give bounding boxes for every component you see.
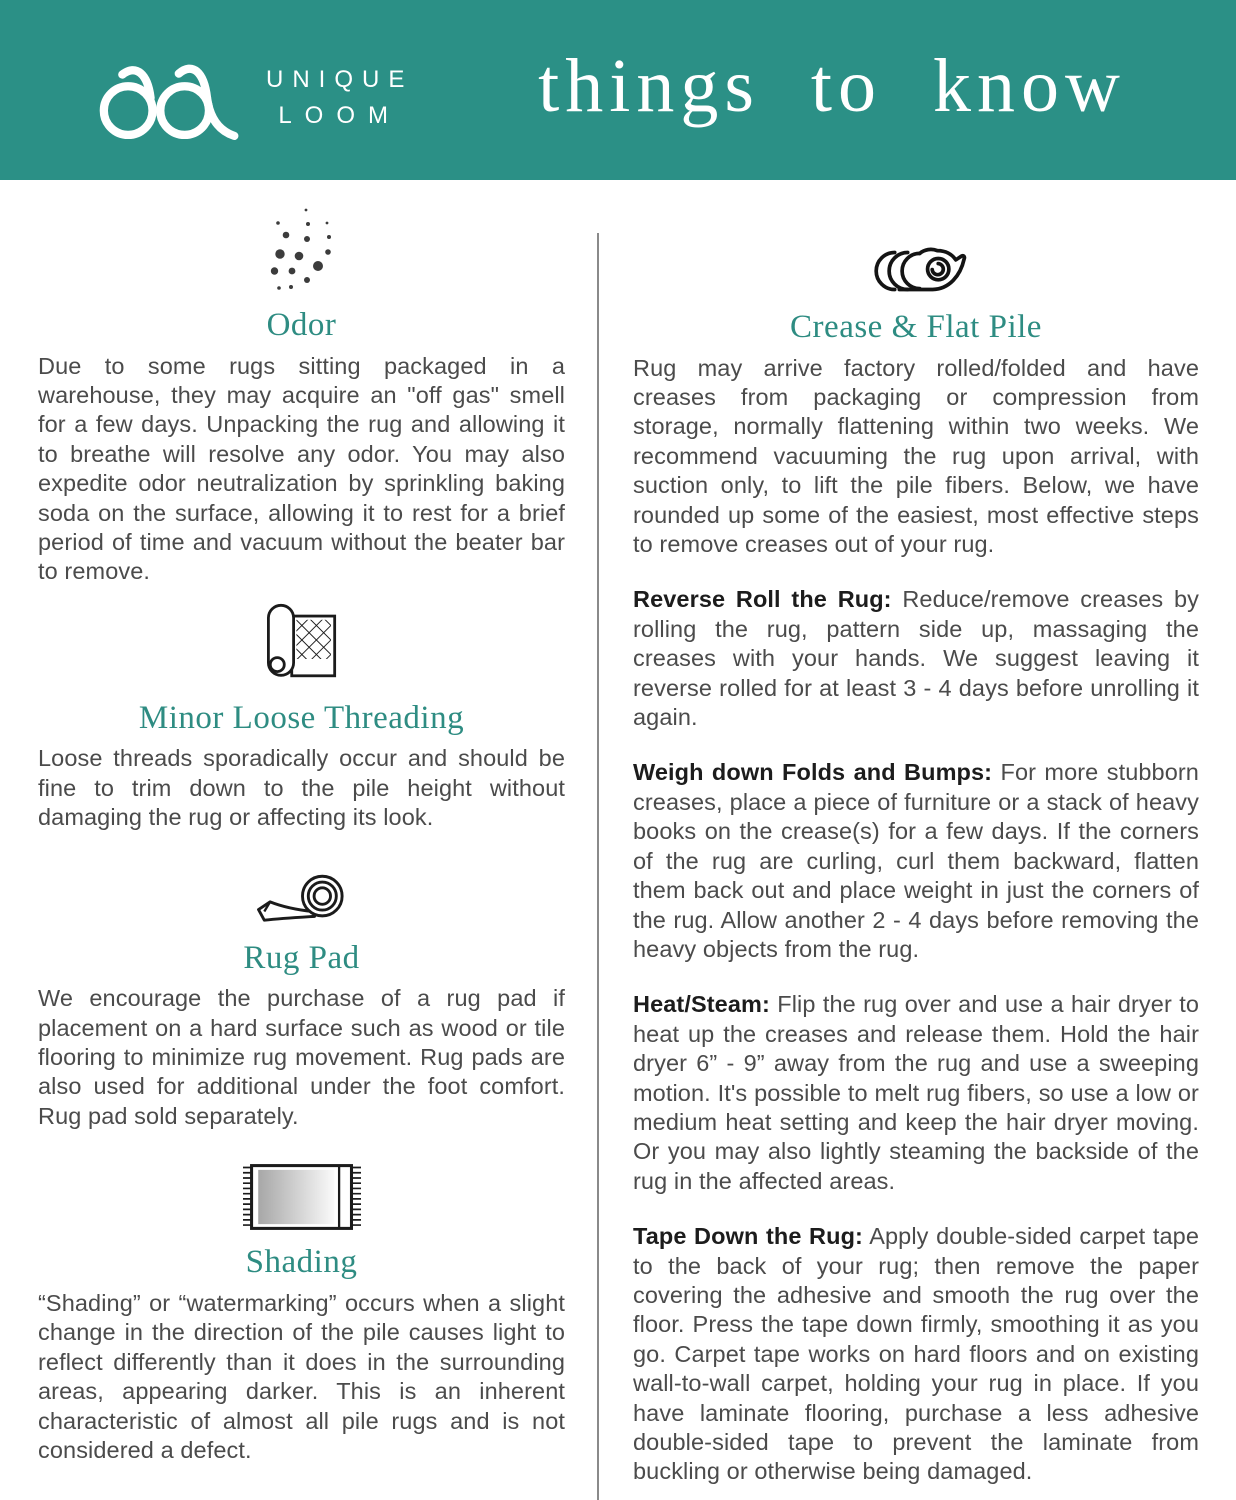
section-shading bbox=[38, 1163, 565, 1465]
section-body-shading: “Shading” or “watermarking” occurs when a slight change in the direction of the pile causes light to reflect differently than it does in the surrounding areas, appearing darker. This is an inherent characteristic of almost all pile rugs and is not considered a defect. bbox=[38, 1289, 565, 1463]
tip-text-tape-down: Apply double-sided carpet tape to the back of your rug; then remove the paper covering the adhesive and smooth the rug over the floor. Press the tape down firmly, smoothing it as you go. Carpet tape works on hard floors and on existing wall-to-wall carpet, holding your rug in place. If you have laminate flooring, purchase a less adhesive double-sided tape to prevent the laminate from buckling or otherwise being damaged. bbox=[633, 1223, 1199, 1485]
section-crease-flat-pile bbox=[633, 246, 1199, 1487]
section-intro-crease: Rug may arrive factory rolled/folded and have creases from packaging or compression from storage, normally flattening within two weeks. We recommend vacuuming the rug upon arrival, with suction only, to lift the pile fibers. Below, we have rounded up some of the easiest, most effective steps to remove creases out of your rug. bbox=[633, 354, 1199, 558]
odor-sprinkle-icon bbox=[38, 204, 565, 294]
tip-weigh-down bbox=[633, 758, 1199, 964]
rolled-rug-crosshatch-icon bbox=[38, 603, 565, 687]
section-heading-shading: Shading bbox=[245, 1244, 358, 1281]
tip-label-reverse-roll: Reverse Roll the Rug: bbox=[633, 586, 892, 613]
tip-label-tape-down: Tape Down the Rug: bbox=[633, 1223, 863, 1250]
tip-text-heat-steam: Flip the rug over and use a hair dryer to heat up the creases and release them. Hold the hair dryer 6” - 9” away from the rug and use a sweeping motion. It's possible to melt rug fibers, so use a low or medium heat setting and keep the hair dryer moving. Or you may also lightly steaming the backside of the rug in the affected areas. bbox=[633, 991, 1199, 1194]
section-odor bbox=[38, 204, 565, 587]
header-banner bbox=[0, 0, 1236, 180]
tip-reverse-roll bbox=[633, 585, 1199, 732]
shaded-rug-icon bbox=[38, 1163, 565, 1231]
brand-lockup bbox=[98, 48, 413, 142]
section-loose-threading bbox=[38, 603, 565, 833]
tip-label-heat-steam: Heat/Steam: bbox=[633, 991, 770, 1018]
section-heading-rug-pad: Rug Pad bbox=[243, 939, 360, 976]
brand-line-loom: LOOM bbox=[278, 102, 402, 129]
content-columns bbox=[0, 180, 1236, 1500]
unique-loom-logo-icon bbox=[98, 48, 244, 142]
section-heading-odor: Odor bbox=[266, 307, 337, 343]
tip-text-reverse-roll: Reduce/remove creases by rolling the rug, pattern side up, massaging the creases with your hands. We suggest leaving it reverse rolled for at least 3 - 4 days before unrolling it again. bbox=[633, 586, 1199, 731]
section-heading-crease-flat-pile: Crease & Flat Pile bbox=[790, 309, 1042, 345]
tip-heat-steam bbox=[633, 990, 1199, 1196]
section-body-odor: Due to some rugs sitting packaged in a warehouse, they may acquire an "off gas" smell for a few days. Unpacking the rug and allowing it to breathe will resolve any odor. You may also expedite odor neutralization by sprinkling baking soda on the surface, allowing it to rest for a brief period of time and vacuum without the beater bar to remove. bbox=[38, 352, 565, 585]
section-body-rug-pad: We encourage the purchase of a rug pad if placement on a hard surface such as wood or tile flooring to minimize rug movement. Rug pads are also used for additional under the foot comfort. Rug pad sold separately. bbox=[38, 985, 565, 1129]
tip-tape-down bbox=[633, 1222, 1199, 1487]
tip-text-weigh-down: For more stubborn creases, place a piece of furniture or a stack of heavy books on the crease(s) for a few days. If the corners of the rug are curling, curl them backward, flatten them back out and place weight in just the corners of the rug. Allow another 2 - 4 days before removing the heavy objects from the rug. bbox=[633, 759, 1199, 962]
section-rug-pad bbox=[38, 869, 565, 1132]
section-body-loose-threading: Loose threads sporadically occur and should be fine to trim down to the pile height without damaging the rug or affecting its look. bbox=[38, 745, 565, 831]
section-heading-loose-threading: Minor Loose Threading bbox=[138, 699, 465, 736]
column-divider bbox=[597, 233, 599, 1500]
left-column bbox=[38, 180, 565, 1500]
rug-pad-roll-icon bbox=[38, 869, 565, 927]
brand-name bbox=[266, 68, 413, 128]
right-column bbox=[633, 180, 1199, 1500]
tip-label-weigh-down: Weigh down Folds and Bumps: bbox=[633, 759, 993, 786]
page-title: things to know bbox=[538, 44, 1126, 128]
brand-line-unique: UNIQUE bbox=[266, 66, 414, 93]
rolled-rug-spiral-icon bbox=[633, 246, 1199, 296]
